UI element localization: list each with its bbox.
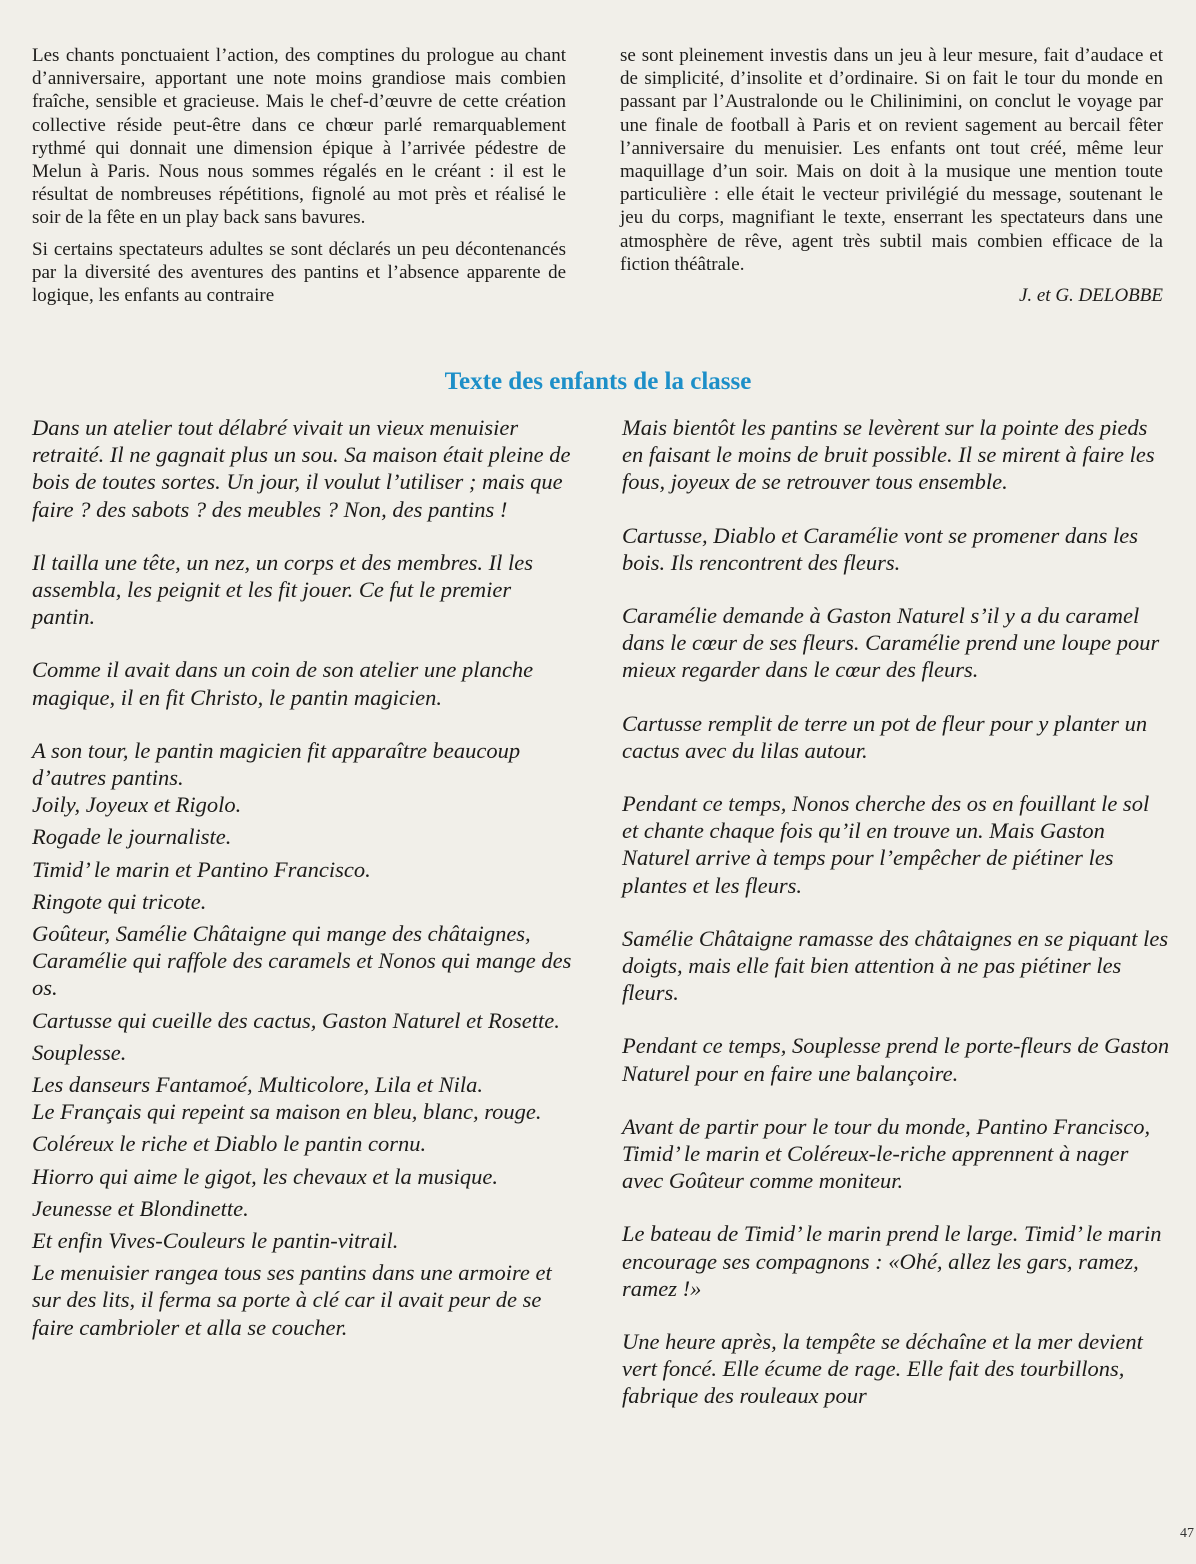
kids-paragraph: Dans un atelier tout délabré vivait un vieux menuisier retraité. Il ne gagnait plus un sou. Sa maison était pleine de bois de toutes sortes. Un jour, il voulut l’utiliser ; mais que faire ? des sabots ? des meubles ? Non, des pantins ! — [32, 415, 571, 522]
article-column-left — [32, 44, 566, 315]
kids-paragraph: Le menuisier rangea tous ses pantins dans une armoire et sur des lits, il ferma sa porte à clé car il avait peur de se faire cambrioler et alla se coucher. — [32, 1260, 552, 1340]
kids-line: Cartusse qui cueille des cactus, Gaston Naturel et Rosette. — [32, 1007, 560, 1033]
kids-paragraph: Cartusse remplit de terre un pot de fleur pour y planter un cactus avec du lilas autour. — [622, 710, 1148, 763]
article-signature: J. et G. DELOBBE — [1018, 285, 1163, 307]
kids-text-column-right — [622, 414, 1170, 1410]
kids-paragraph: Une heure après, la tempête se déchaîne et la mer devient vert foncé. Elle écume de rage. Elle fait des tourbillons, fabrique des rouleaux pour — [622, 1329, 1143, 1409]
kids-paragraph: Le bateau de Timid’ le marin prend le large. Timid’ le marin encourage ses compagnons : «Ohé, allez les gars, ramez, ramez !» — [622, 1221, 1162, 1301]
kids-line: Jeunesse et Blondinette. — [32, 1195, 249, 1221]
kids-paragraph: A son tour, le pantin magicien fit apparaître beaucoup d’autres pantins. — [32, 737, 521, 791]
article-paragraph: Les chants ponctuaient l’action, des comptines du prologue au chant d’anniversaire, apportant une note moins grandiose mais combien fraîche, sensible et gracieuse. Mais le chef-d’œuvre de cette création collective réside peut-être dans ce chœur parlé remarquablement rythmé qui donnait une dimension épique à l’arrivée pédestre de Melun à Paris. Nous nous sommes régalés en le créant : il est le résultat de nombreuses répétitions, fignolé au mot près et réalisé le soir de la fête en un play back sans bavures. — [32, 45, 566, 229]
kids-text-column-left — [32, 414, 577, 1341]
kids-paragraph: Pendant ce temps, Nonos cherche des os en fouillant le sol et chante chaque fois qu’il en trouve un. Mais Gaston Naturel arrive à temps pour l’empêcher de piétiner les plantes et les fleurs. — [622, 791, 1150, 898]
kids-line: Hiorro qui aime le gigot, les chevaux et la musique. — [32, 1163, 498, 1189]
kids-paragraph: Caramélie demande à Gaston Naturel s’il y a du caramel dans le cœur de ses fleurs. Caramélie prend une loupe pour mieux regarder dans le cœur des fleurs. — [622, 603, 1160, 683]
article-paragraph: Si certains spectateurs adultes se sont déclarés un peu décontenancés par la diversité des aventures des pantins et l’absence apparente de logique, les enfants au contraire — [32, 238, 566, 307]
article-paragraph: se sont pleinement investis dans un jeu à leur mesure, fait d’audace et de simplicité, d’insolite et d’ordinaire. Si on fait le tour du monde en passant par l’Australonde ou le Chilinimini, on conclut le voyage par une finale de football à Paris et on revient sagement au bercail fêter l’anniversaire du menuisier. Les enfants ont tout créé, même leur maquillage d’un soir. Mais on doit à la musique une mention toute particulière : elle était le vecteur privilégié du message, soutenant le jeu du corps, magnifiant le texte, enserrant les spectateurs dans une atmosphère de rêve, agent très subtil mais combien efficace de la fiction théâtrale. — [620, 45, 1163, 275]
kids-paragraph: Samélie Châtaigne ramasse des châtaignes en se piquant les doigts, mais elle fait bien attention à ne pas piétiner les fleurs. — [622, 925, 1169, 1006]
kids-paragraph: Comme il avait dans un coin de son atelier une planche magique, il en fit Christo, le pantin magicien. — [32, 657, 534, 710]
article-column-right — [620, 44, 1163, 307]
kids-line: Souplesse. — [32, 1039, 127, 1065]
kids-line: Et enfin Vives-Couleurs le pantin-vitrail. — [32, 1228, 399, 1254]
kids-paragraph: Cartusse, Diablo et Caramélie vont se promener dans les bois. Ils rencontrent des fleurs. — [622, 522, 1138, 575]
kids-paragraph: Mais bientôt les pantins se levèrent sur la pointe des pieds en faisant le moins de bruit possible. Il se mirent à faire les fous, joyeux de se retrouver tous ensemble. — [622, 415, 1155, 495]
kids-line: Coléreux le riche et Diablo le pantin cornu. — [32, 1131, 427, 1157]
section-title: Texte des enfants de la classe — [444, 368, 752, 395]
kids-line: Le Français qui repeint sa maison en bleu, blanc, rouge. — [32, 1099, 542, 1125]
page-number: 47 — [1180, 1526, 1194, 1541]
kids-line: Ringote qui tricote. — [32, 888, 207, 914]
kids-paragraph: Avant de partir pour le tour du monde, Pantino Francisco, Timid’ le marin et Coléreux-le-riche apprennent à nager avec Goûteur comme moniteur. — [622, 1113, 1151, 1194]
kids-line: Timid’ le marin et Pantino Francisco. — [32, 856, 371, 882]
kids-line: Rogade le journaliste. — [32, 824, 232, 850]
kids-paragraph: Il tailla une tête, un nez, un corps et des membres. Il les assembla, les peignit et les fit jouer. Ce fut le premier pantin. — [32, 549, 533, 630]
kids-line: Goûteur, Samélie Châtaigne qui mange des châtaignes, Caramélie qui raffole des caramels et Nonos qui mange des os. — [32, 921, 572, 1001]
kids-paragraph: Pendant ce temps, Souplesse prend le porte-fleurs de Gaston Naturel pour en faire une balançoire. — [622, 1033, 1170, 1086]
kids-line: Les danseurs Fantamoé, Multicolore, Lila et Nila. — [32, 1072, 484, 1098]
kids-line: Joily, Joyeux et Rigolo. — [32, 792, 242, 818]
